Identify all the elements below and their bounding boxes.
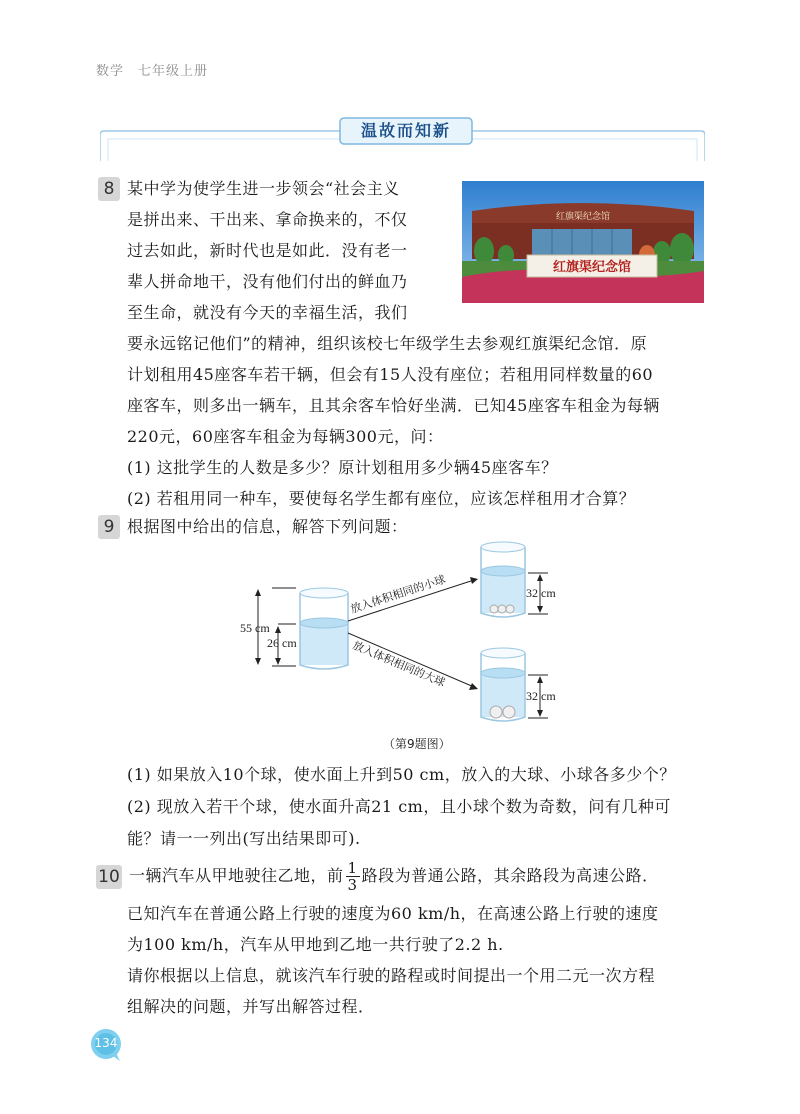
label-32cm-bottom: 32 cm bbox=[526, 689, 556, 703]
q9-figure bbox=[230, 535, 575, 730]
header-subject: 数学 bbox=[96, 64, 125, 79]
question-number-10: 10 bbox=[96, 865, 122, 889]
q9-subquestion-2: (2) 现放入若干个球，使水面升高21 cm，且小球个数为奇数，问有几种可 bbox=[127, 797, 671, 816]
q8-subquestion-1: (1) 这批学生的人数是多少？原计划租用多少辆45座客车？ bbox=[127, 458, 558, 477]
q8-line: 要永远铭记他们”的精神，组织该校七年级学生去参观红旗渠纪念馆．原 bbox=[127, 334, 648, 353]
q8-line: 至生命，就没有今天的幸福生活，我们 bbox=[127, 303, 408, 322]
q8-line: 某中学为使学生进一步领会“社会主义 bbox=[127, 179, 400, 198]
q8-line: 计划租用45座客车若干辆，但会有15人没有座位；若租用同样数量的60 bbox=[127, 365, 654, 384]
q9-subquestion-2-cont: 能？请一一列出(写出结果即可). bbox=[127, 829, 361, 848]
q8-line: 是拼出来、干出来、拿命换来的，不仅 bbox=[127, 210, 408, 229]
q8-line: 座客车，则多出一辆车，且其余客车恰好坐满．已知45座客车租金为每辆 bbox=[127, 396, 660, 415]
q8-subquestion-2: (2) 若租用同一种车，要使每名学生都有座位，应该怎样租用才合算？ bbox=[127, 489, 636, 508]
q8-line: 220元，60座客车租金为每辆300元，问： bbox=[127, 427, 444, 446]
q10-line-1 bbox=[129, 858, 659, 894]
q10-line: 请你根据以上信息，就该汽车行驶的路程或时间提出一个用二元一次方程 bbox=[127, 966, 656, 985]
question-number-8: 8 bbox=[98, 177, 120, 201]
running-header bbox=[96, 60, 208, 79]
right-cylinder-small-balls bbox=[481, 542, 525, 617]
memorial-hall-photo bbox=[462, 181, 704, 303]
q10-line: 组解决的问题，并写出解答过程． bbox=[127, 997, 375, 1016]
q9-subquestion-1: (1) 如果放入10个球，使水面上升到50 cm，放入的大球、小球各多少个？ bbox=[127, 765, 676, 784]
header-book: 七年级上册 bbox=[138, 64, 209, 79]
question-number-9: 9 bbox=[98, 515, 120, 539]
q8-line: 辈人拼命地干，没有他们付出的鲜血乃 bbox=[127, 272, 408, 291]
right-cylinder-large-balls bbox=[481, 648, 525, 721]
arrow-label-small-balls: 放入体积相同的小球 bbox=[348, 572, 448, 616]
fraction-one-third bbox=[346, 860, 360, 893]
label-55cm: 55 cm bbox=[240, 621, 270, 635]
photo-sign-top: 红旗渠纪念馆 bbox=[555, 212, 611, 222]
label-32cm-top: 32 cm bbox=[526, 586, 556, 600]
fraction-denominator: 3 bbox=[347, 876, 358, 894]
label-26cm: 26 cm bbox=[267, 636, 297, 650]
q10-line: 为100 km/h，汽车从甲地到乙地一共行驶了2.2 h. bbox=[127, 935, 504, 954]
q10-line-1-before: 一辆汽车从甲地驶往乙地，前 bbox=[129, 866, 344, 885]
left-cylinder bbox=[300, 588, 348, 669]
section-title: 温故而知新 bbox=[360, 121, 451, 140]
photo-sign-front: 红旗渠纪念馆 bbox=[552, 260, 632, 275]
figure-caption: （第9题图） bbox=[383, 737, 451, 751]
page-number: 134 bbox=[94, 1036, 118, 1050]
q9-intro: 根据图中给出的信息，解答下列问题： bbox=[127, 517, 408, 536]
q10-line: 已知汽车在普通公路上行驶的速度为60 km/h，在高速公路上行驶的速度 bbox=[127, 904, 659, 923]
fraction-numerator: 1 bbox=[347, 859, 358, 877]
arrow-label-large-balls: 放入体积相同的大球 bbox=[350, 638, 448, 690]
q10-line-1-after: 路段为普通公路，其余路段为高速公路． bbox=[361, 866, 659, 885]
q8-line: 过去如此，新时代也是如此．没有老一 bbox=[127, 241, 408, 260]
